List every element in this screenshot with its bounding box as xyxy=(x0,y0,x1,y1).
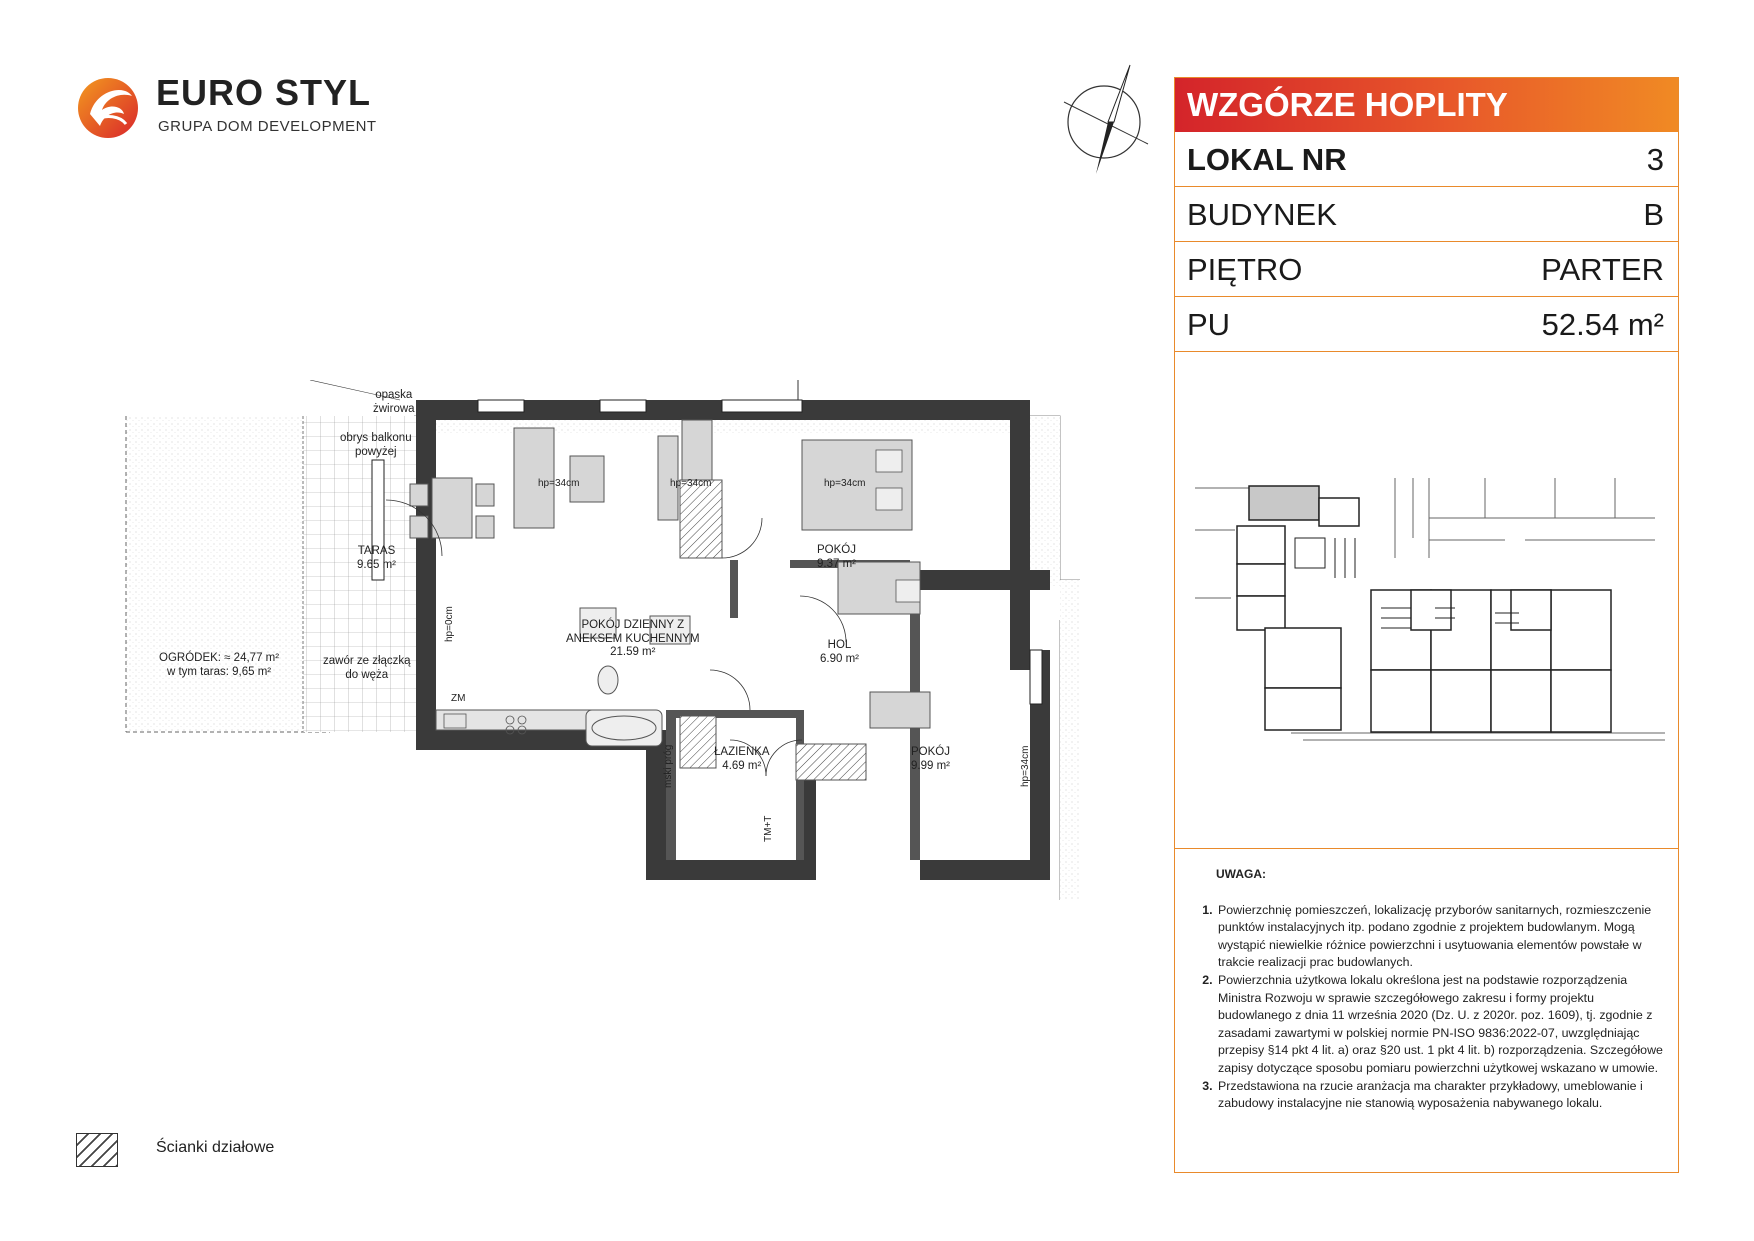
info-value: PARTER xyxy=(1541,252,1664,287)
window-height-label: hp=34cm xyxy=(670,478,712,489)
legend-label: Ścianki działowe xyxy=(156,1139,275,1156)
room-name: ŁAZIENKA xyxy=(714,746,770,758)
info-value: 3 xyxy=(1646,142,1664,177)
room-bedroom-2 xyxy=(911,746,950,773)
zawor-line1: zawór ze złączką xyxy=(323,655,411,667)
info-row-budynek xyxy=(1175,187,1678,242)
washer-label: TM+T xyxy=(763,815,774,842)
room-bathroom xyxy=(714,746,770,773)
window-height-label: hp=34cm xyxy=(538,478,580,489)
brand-name: EURO STYL xyxy=(156,72,372,113)
info-value: B xyxy=(1643,197,1664,232)
info-label: LOKAL NR xyxy=(1187,142,1347,177)
room-area: 6.90 m² xyxy=(820,652,859,665)
ogrodek-label xyxy=(159,652,279,679)
room-living-kitchen xyxy=(566,619,700,660)
room-area: 4.69 m² xyxy=(722,759,762,772)
notes-heading: UWAGA: xyxy=(1216,867,1266,881)
notes-section xyxy=(1186,866,1666,1113)
info-label: BUDYNEK xyxy=(1187,197,1337,232)
opaska-label xyxy=(373,389,415,416)
ogrodek-line1: OGRÓDEK: ≈ 24,77 m² xyxy=(159,652,280,664)
info-value: 52.54 m² xyxy=(1541,307,1664,342)
info-row-lokal xyxy=(1175,132,1678,187)
room-area: 9.37 m² xyxy=(817,557,856,570)
obrys-label xyxy=(340,432,412,459)
zm-label: ZM xyxy=(451,693,466,704)
key-plan-diagram xyxy=(1195,478,1665,768)
note-item-3: 3. Przedstawiona na rzucie aranżacja ma charakter przykładowy, umeblowanie i zabudowy instalacyjne nie stanowią wyposażenia nabywanego lokalu. xyxy=(1216,1078,1666,1113)
room-name: POKÓJ xyxy=(817,544,856,556)
brand-logo xyxy=(76,70,396,150)
project-title: WZGÓRZE HOPLITY xyxy=(1175,78,1678,132)
room-hall xyxy=(820,639,859,666)
room-area: 21.59 m² xyxy=(610,646,656,658)
balcony-door-height-label: hp=0cm xyxy=(444,606,455,642)
window-height-label: hp=34cm xyxy=(824,478,866,489)
obrys-line2: powyżej xyxy=(355,445,397,458)
opaska-line2: żwirowa xyxy=(373,402,415,415)
room-name: POKÓJ DZIENNY Z xyxy=(581,619,685,631)
room-bedroom-1 xyxy=(817,544,856,571)
exterior-walls xyxy=(416,400,1050,880)
obrys-line1: obrys balkonu xyxy=(340,432,412,444)
zawor-label xyxy=(323,655,411,682)
room-name: HOL xyxy=(827,639,852,651)
info-row-pu xyxy=(1175,297,1678,352)
note-item-1: 1. Powierzchnię pomieszczeń, lokalizację przyborów sanitarnych, rozmieszczenie punktów instalacyjnych itp. podano zgodnie z projektem budowlanym. Mogą wystąpić niewielkie różnice powierzchni i usytuowania elementów powstałe w trakcie realizacji prac budowlanych. xyxy=(1216,902,1666,972)
taras-name: TARAS xyxy=(357,545,396,557)
brand-tagline: GRUPA DOM DEVELOPMENT xyxy=(158,118,377,135)
terrace-area xyxy=(303,416,416,732)
notes-divider xyxy=(1175,848,1678,849)
room-name: ANEKSEM KUCHENNYM xyxy=(566,632,700,645)
ogrodek-line2: w tym taras: 9,65 m² xyxy=(166,665,272,678)
taras-label xyxy=(357,545,396,572)
taras-area: 9.65 m² xyxy=(357,558,396,571)
room-name: POKÓJ xyxy=(911,746,950,758)
info-label: PU xyxy=(1187,307,1231,342)
zawor-line2: do węża xyxy=(345,668,389,681)
partition-wall-legend-swatch xyxy=(76,1133,118,1167)
north-arrow-icon xyxy=(1062,62,1162,177)
window-height-label: hp=34cm xyxy=(1020,745,1031,787)
threshold-label: mski próg xyxy=(663,744,674,788)
info-label: PIĘTRO xyxy=(1187,252,1303,287)
info-row-pietro xyxy=(1175,242,1678,297)
note-item-2: 2. Powierzchnia użytkowa lokalu określona jest na podstawie rozporządzenia Ministra Rozwoju w sprawie szczegółowego zakresu i formy projektu budowlanego z dnia 11 września 2020 (Dz. U. z 2020r. poz. 1609), tj. zgodnie z zasadami zawartymi w polskiej normie PN-ISO 9836:2022-07, uwzględniając przepisy §14 pkt 4 lit. a) oraz §20 ust. 1 pkt 4 lit. b) rozporządzenia. Szczegółowe zapisy dotyczące sposobu pomiaru powierzchni użytkowej wskazano w umowie. xyxy=(1216,972,1666,1078)
eurostyl-flame-icon xyxy=(76,70,142,142)
room-area: 9.99 m² xyxy=(911,759,950,772)
opaska-line1: opaska xyxy=(375,389,413,401)
